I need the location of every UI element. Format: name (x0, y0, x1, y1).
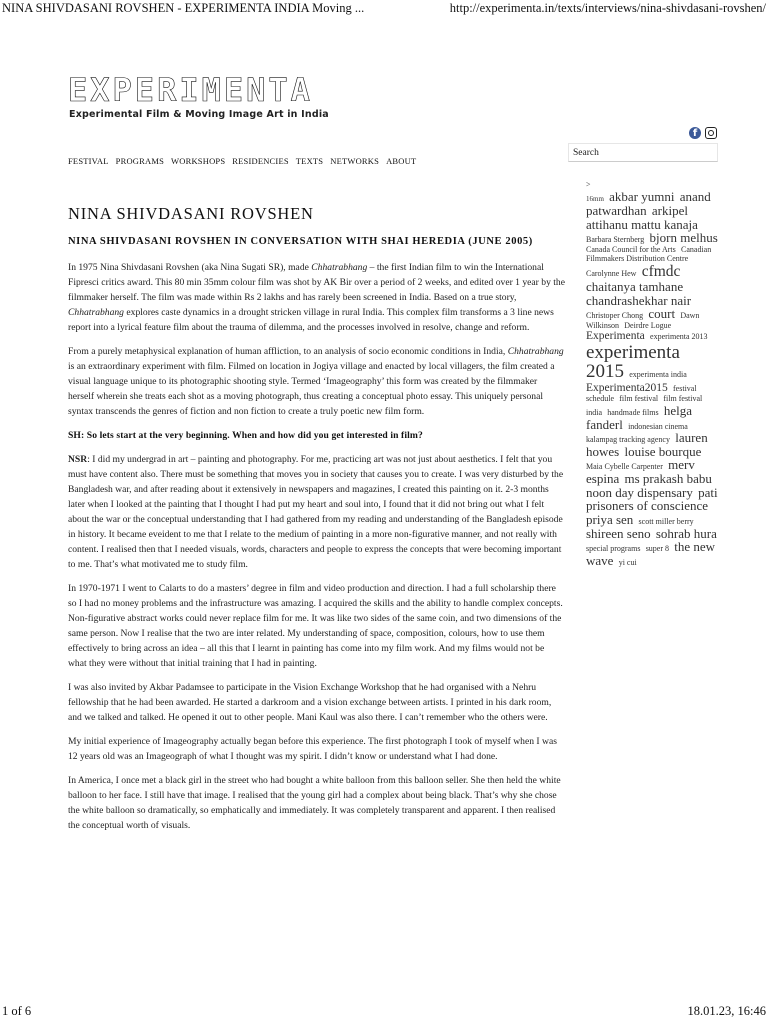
tag-link[interactable]: handmade films (607, 407, 659, 417)
tag-link[interactable]: scott miller berry (638, 517, 694, 527)
tag-link[interactable]: noon day dispensary (586, 484, 693, 500)
tag-link[interactable]: ms prakash babu (624, 471, 712, 487)
tag-link[interactable]: experimenta india (629, 370, 687, 380)
tag-link[interactable]: Canadian Filmmakers Distribution Centre (586, 244, 712, 264)
tag-link[interactable]: Experimenta2015 (586, 382, 668, 395)
tag-link[interactable]: film festival india (586, 394, 703, 417)
tag-cloud (586, 181, 722, 568)
tag-link[interactable]: Barbara Sternberg (586, 235, 645, 245)
tag-link[interactable]: louise bourque (624, 443, 702, 459)
print-header-url[interactable]: http://experimenta.in/texts/interviews/nina-shivdasani-rovshen/ (449, 1, 766, 15)
instagram-icon[interactable] (705, 127, 717, 139)
facebook-icon[interactable]: f (689, 127, 701, 139)
tag-link[interactable]: bjorn melhus (649, 230, 718, 246)
nav-networks[interactable]: NETWORKS (330, 156, 380, 166)
paragraph: In 1970-1971 I went to Calarts to do a masters’ degree in film and video production and direction. I had a full scholarship there so I had no money problems and the infrastructure was amazing. I acquired the skills and the ability to handle complex concepts. Non-figurative abstract works could never replace film for me. It was like two sides of the same coin, and two dimensions of the same person. Now I realise that the two are inter related. My understanding of space, composition, colours, how to use them effectively to bring across an idea – all this that I learnt in painting has come into my film work. And my films would not be what they were without that initial training that I had in painting. (68, 583, 563, 669)
tag-link[interactable]: 16mm (586, 195, 604, 204)
search-input[interactable] (568, 143, 718, 162)
nav-residencies[interactable]: RESIDENCIES (232, 156, 289, 166)
tag-link[interactable]: priya sen (586, 512, 634, 528)
nav-festival[interactable]: FESTIVAL (68, 156, 109, 166)
tag-link[interactable]: merv espina (586, 457, 695, 487)
tag-link[interactable]: sohrab hura (655, 525, 717, 541)
print-datetime: 18.01.23, 16:46 (687, 1004, 766, 1018)
tag-link[interactable]: pati prisoners of conscience (586, 484, 718, 514)
tag-link[interactable]: helga fanderl (586, 402, 692, 432)
main-nav (68, 156, 416, 166)
tag-link[interactable]: kalampag tracking agency (586, 435, 670, 445)
nav-texts[interactable]: TEXTS (295, 156, 324, 166)
tag-link[interactable]: Christoper Chong (586, 311, 644, 321)
print-footer (0, 1002, 768, 1024)
paragraph-intro: In 1975 Nina Shivdasani Rovshen (aka Nina Sugati SR), made Chhatrabhang – the first Indian film to win the International Fipresci critics award. This 80 min 35mm colour film was shot by AK Bir over a period of 2 weeks, and edited over 1 year by the filmmaker herself. The film was made within Rs 2 lakhs and has rarely been screened in India. Based on a true story, Chhatrabhang explores caste dynamics in a drought stricken village in rural India. This complex film transforms a 3 line news report into a lyrical feature film about the trauma of dilemma, and the processes involved in resolve, change and reform. (68, 262, 565, 333)
page-number: 1 of 6 (2, 1004, 32, 1018)
tag-link[interactable]: indonesian cinema (628, 421, 688, 431)
site-tagline: Experimental Film & Moving Image Art in India (69, 109, 329, 120)
tag-link[interactable]: Carolynne Hew (586, 268, 637, 278)
tag-link[interactable]: cfmdc (641, 262, 681, 280)
tag-link[interactable]: Deirdre Logue (624, 321, 672, 331)
tag-link[interactable]: Canada Council for the Arts (586, 244, 676, 254)
social-links (689, 127, 717, 139)
paragraph: In America, I once met a black girl in the street who had bought a white balloon from this balloon seller. She then held the white balloon to her face. I still have that image. I realised that the young girl had a complex about being black. That’s why she chose the white balloon so dramatically, so emphatically and immediately. It was completely transparent and apparent. I then realised the conceptual worth of visuals. (68, 775, 561, 831)
tag-link[interactable]: chandrashekhar nair (586, 292, 692, 308)
tag-link[interactable]: Experimenta (586, 330, 645, 343)
tag-link[interactable]: experimenta 2013 (650, 332, 708, 342)
tag-link[interactable]: chaitanya tamhane (586, 279, 684, 295)
article-title: NINA SHIVDASANI ROVSHEN (68, 204, 314, 223)
tag-link[interactable]: special programs (586, 544, 641, 554)
tag-link[interactable]: attihanu mattu kanaja (586, 216, 698, 232)
tag-link[interactable]: anand patwardhan (586, 189, 711, 219)
nav-workshops[interactable]: WORKSHOPS (171, 156, 226, 166)
article-subtitle: NINA SHIVDASANI ROVSHEN IN CONVERSATION WITH SHAI HEREDIA (JUNE 2005) (68, 236, 533, 247)
answer: NSR: I did my undergrad in art – painting and photography. For me, practicing art was not just about aesthetics. I felt that you must have content also. There must be something that moves you in society that causes you to create. I was very disturbed by the Bangladesh war, and after reading about it extensively in newspapers and magazines, I created this painting on it. 2-3 months later when I looked at the painting that I thought I had put my heart and soul into, I found that it did not bring out what I felt about the war or the conceptual understanding that I had gathered from my reading and understanding of the Bangladesh episode in history. It became eveident to me that I relate to the medium of painting in a more non-figurative manner, and not really with content. I realised then that I needed visuals, words, characters and people to express the concepts that were becoming important to me. That’s what motivated me to study film. (68, 454, 564, 570)
print-header-title: NINA SHIVDASANI ROVSHEN - EXPERIMENTA INDIA Moving ... (2, 1, 365, 15)
tag-cloud-arrow: > (586, 180, 591, 189)
paragraph-context: From a purely metaphysical explanation of human affliction, to an analysis of socio economic conditions in India, Chhatrabhang is an extraordinary experiment with film. Filmed on location in Jogiya village and enacted by local villagers, the film created a visual language unique to its photographic shooting style. Termed ‘Imageography’ this form was created by the filmmaker herself wherein she treats each shot as a moving photograph, thus creating a conceptual photo essay. This uniquely personal syntax transcends the genres of fiction and non fiction to create a truly poetic new film form. (68, 346, 564, 417)
tag-link[interactable]: akbar yumni (609, 189, 675, 205)
tag-link[interactable]: yi cui (618, 557, 637, 567)
tag-link[interactable]: shireen seno (586, 525, 651, 541)
article (68, 204, 565, 842)
paragraph: I was also invited by Akbar Padamsee to participate in the Vision Exchange Workshop that he had organised with a Nehru fellowship that he had been awarded. He started a darkroom and a vision exchange between artists. I printed in his dark room, and we talked and talked. He opened it out to other people. Mani Kaul was also there. I can’t remember who the others were. (68, 682, 552, 723)
nav-about[interactable]: ABOUT (386, 156, 417, 166)
tag-link[interactable]: super 8 (645, 544, 670, 554)
print-header (0, 0, 768, 20)
tag-link[interactable]: Dawn Wilkinson (586, 311, 700, 331)
paragraph: My initial experience of Imageography actually began before this experience. The first photograph I took of myself when I was 12 years old was an Imageograph of what I thought was my spirit. I didn’t know or understand what I had done. (68, 736, 557, 762)
tag-link[interactable]: arkipel (651, 203, 688, 219)
tag-link[interactable]: film festival (619, 394, 659, 404)
nav-programs[interactable]: PROGRAMS (115, 156, 165, 166)
question: SH: So lets start at the very beginning. When and how did you get interested in film? (68, 430, 423, 441)
tag-link[interactable]: festival schedule (586, 384, 697, 404)
tag-link[interactable]: court (648, 306, 676, 322)
site-logo[interactable]: EXPERIMENTA (68, 71, 313, 109)
tag-link[interactable]: Maia Cybelle Carpenter (586, 462, 663, 472)
tag-link[interactable]: experimenta 2015 (586, 341, 680, 383)
tag-link[interactable]: lauren howes (586, 430, 708, 459)
tag-link[interactable]: the new wave (586, 539, 716, 568)
